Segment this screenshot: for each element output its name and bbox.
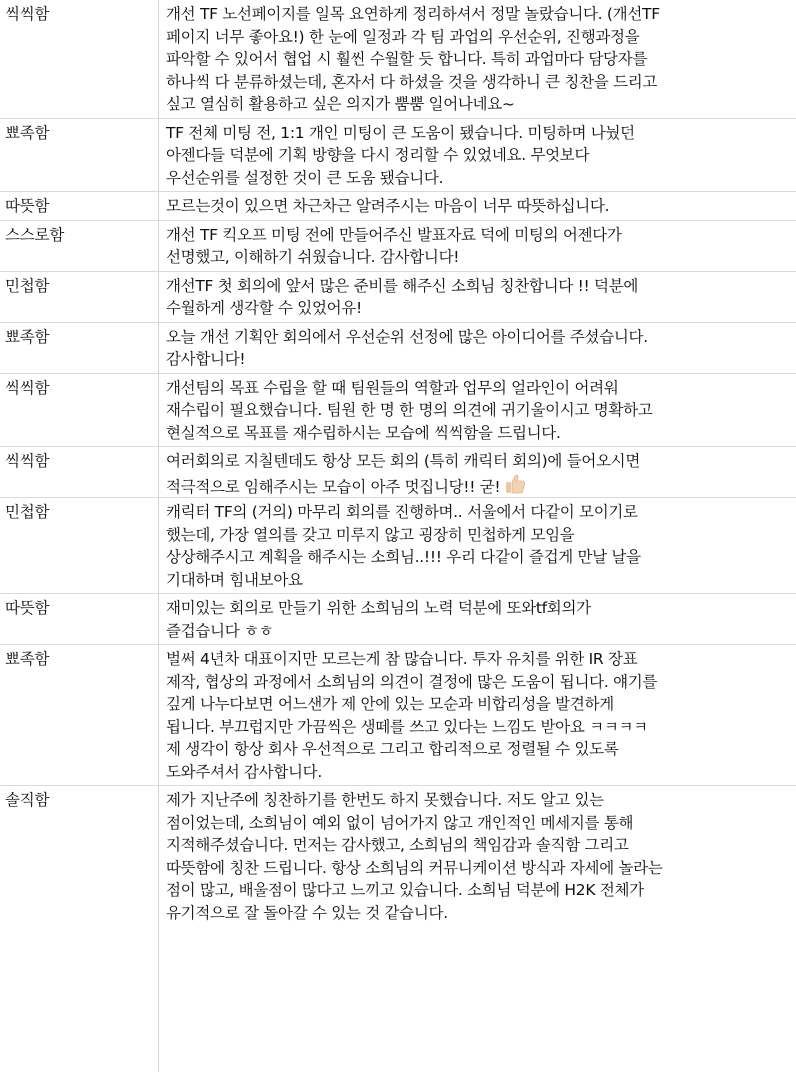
table-row (0, 498, 796, 594)
message-line (166, 473, 791, 502)
value-tag-cell: 뾰족함 (5, 327, 50, 346)
table-row (0, 272, 796, 323)
message-line: 아젠다들 덕분에 기획 방향을 다시 정리할 수 있었네요. 무엇보다 (166, 146, 590, 164)
value-tag-cell: 씩씩함 (5, 378, 50, 397)
message-cell (166, 789, 791, 924)
value-tag-cell: 민첩함 (5, 503, 50, 521)
table-row (0, 374, 796, 448)
message-line: 따뜻함에 칭찬 드립니다. 항상 소희님의 커뮤니케이션 방식과 자세에 놀라는 (166, 858, 663, 877)
message-cell (166, 648, 791, 783)
message-line: 개선팀의 목표 수립을 할 때 팀원들의 역할과 업무의 얼라인이 어려워 (166, 378, 619, 397)
message-line: 했는데, 가장 열의를 갖고 미루지 않고 굉장히 민첩하게 모임을 (166, 525, 575, 544)
value-tag-cell: 씩씩함 (5, 5, 50, 23)
message-line: 점이었는데, 소희님이 예외 없이 넘어가지 않고 개인적인 메세지를 통해 (166, 813, 634, 832)
message-line: 지적해주셨습니다. 먼저는 감사했고, 소희님의 책임감과 솔직함 그리고 (166, 836, 629, 854)
message-line: 벌써 4년차 대표이지만 모르는게 참 많습니다. 투자 유치를 위한 IR 장표 (166, 650, 638, 668)
message-line: 제가 지난주에 칭찬하기를 한번도 하지 못했습니다. 저도 알고 있는 (166, 791, 604, 809)
message-line: 페이지 너무 좋아요!) 한 눈에 일정과 각 팀 과업의 우선순위, 진행과정을 (166, 27, 640, 46)
message-cell (166, 122, 791, 190)
table-row (0, 192, 796, 221)
message-line: 감사합니다! (166, 350, 246, 368)
message-line: 캐릭터 TF의 (거의) 마무리 회의를 진행하며.. 서울에서 다같이 모이기로 (166, 503, 638, 521)
message-line: 싶고 열심히 활용하고 싶은 의지가 뿜뿜 일어나네요~ (166, 95, 515, 113)
message-line: 재미있는 회의로 만들기 위한 소희님의 노력 덕분에 또와tf회의가 (166, 599, 591, 617)
message-line: 개선 TF 킥오프 미팅 전에 만들어주신 발표자료 덕에 미팅의 어젠다가 (166, 225, 622, 244)
message-line: 즐겁습니다 ㅎㅎ (166, 621, 274, 640)
message-cell (166, 275, 791, 320)
value-tag-cell: 따뜻함 (5, 197, 50, 215)
message-line: 수월하게 생각할 수 있었어유! (166, 299, 362, 317)
table-row (0, 119, 796, 193)
message-line: 오늘 개선 기획안 회의에서 우선순위 선정에 많은 아이디어를 주셨습니다. (166, 327, 648, 346)
message-line: 개선 TF 노선페이지를 일목 요연하게 정리하셔서 정말 놀랐습니다. (개선TF (166, 5, 660, 23)
message-cell (166, 377, 791, 445)
value-tag-cell: 따뜻함 (5, 599, 50, 617)
message-line: 하나씩 다 분류하셨는데, 혼자서 다 하셨을 것을 생각하니 큰 칭찬을 드리고 (166, 72, 658, 91)
message-cell (166, 326, 791, 371)
thumbs-up-icon (504, 473, 526, 502)
message-cell (166, 3, 791, 116)
message-cell (166, 195, 791, 218)
table-row (0, 786, 796, 927)
table-row (0, 0, 796, 119)
message-cell (166, 450, 791, 501)
value-tag-cell: 씩씩함 (5, 452, 50, 470)
message-line: 제작, 협상의 과정에서 소희님의 의견이 결정에 많은 도움이 됩니다. 얘기를 (166, 672, 658, 691)
message-line: 깊게 나누다보면 어느샌가 제 안에 있는 모순과 비합리성을 발견하게 (166, 695, 614, 713)
value-tag-cell: 스스로함 (5, 225, 65, 244)
message-cell (166, 501, 791, 591)
value-tag-cell: 민첩함 (5, 276, 50, 295)
value-tag-cell: 뾰족함 (5, 123, 50, 142)
table-row (0, 221, 796, 272)
message-line: 됩니다. 부끄럽지만 가끔씩은 생떼를 쓰고 있다는 느낌도 받아요 ㅋㅋㅋㅋ (166, 717, 648, 736)
message-cell (166, 597, 791, 642)
message-line: 우선순위를 설정한 것이 큰 도움 됐습니다. (166, 168, 444, 187)
message-line: 여러회의로 지칠텐데도 항상 모든 회의 (특히 캐릭터 회의)에 들어오시면 (166, 452, 641, 470)
message-line: TF 전체 미팅 전, 1:1 개인 미팅이 큰 도움이 됐습니다. 미팅하며 나눴던 (166, 123, 635, 142)
table-row (0, 645, 796, 786)
message-line: 기대하며 힘내보아요 (166, 570, 303, 589)
message-line: 재수립이 필요했습니다. 팀원 한 명 한 명의 의견에 귀기울이시고 명확하고 (166, 401, 653, 419)
message-line: 파악할 수 있어서 협업 시 훨씬 수월할 듯 합니다. 특히 과업마다 담당자를 (166, 50, 648, 68)
message-line: 점이 많고, 배울점이 많다고 느끼고 있습니다. 소희님 덕분에 H2K 전체가 (166, 881, 644, 899)
message-cell (166, 224, 791, 269)
value-tag-cell: 솔직함 (5, 791, 50, 809)
message-line: 상상해주시고 계획을 해주시는 소희님..!!! 우리 다같이 즐겁게 만날 날을 (166, 548, 641, 566)
message-line: 현실적으로 목표를 재수립하시는 모습에 씩씩함을 드립니다. (166, 423, 561, 442)
message-line: 모르는것이 있으면 차근차근 알려주시는 마음이 너무 따뜻하십니다. (166, 197, 610, 215)
message-line: 제 생각이 항상 회사 우선적으로 그리고 합리적으로 정렬될 수 있도록 (166, 740, 619, 758)
table-row (0, 594, 796, 645)
value-tag-cell: 뾰족함 (5, 650, 50, 668)
table-row (0, 323, 796, 374)
message-line: 선명했고, 이해하기 쉬웠습니다. 감사합니다! (166, 248, 460, 266)
message-line: 도와주셔서 감사합니다. (166, 762, 322, 781)
message-line: 유기적으로 잘 돌아갈 수 있는 것 같습니다. (166, 903, 448, 922)
message-line-text: 적극적으로 임해주시는 모습이 아주 멋집니당!! 굳! (166, 477, 501, 496)
message-line: 개선TF 첫 회의에 앞서 많은 준비를 해주신 소희님 칭찬합니다 !! 덕분에 (166, 276, 639, 295)
table-row (0, 447, 796, 498)
